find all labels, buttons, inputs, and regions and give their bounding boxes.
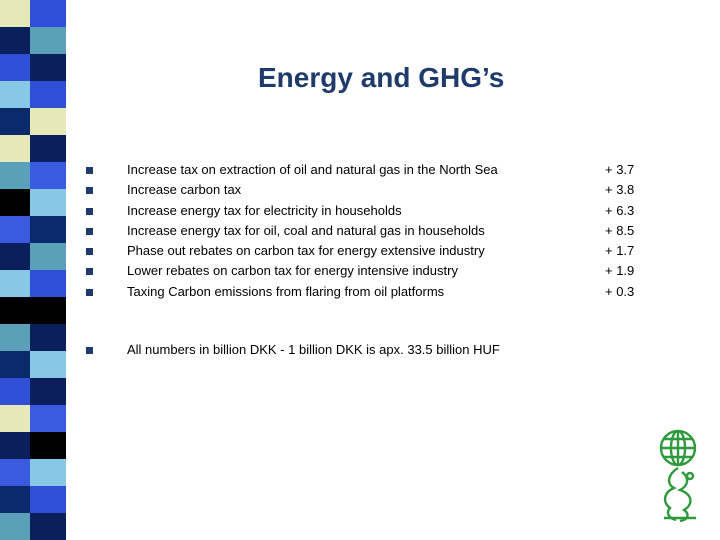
units-note (86, 342, 500, 357)
square-bullet-icon (86, 208, 93, 215)
measure-value: + 3.7 (605, 162, 635, 177)
list-item (86, 180, 686, 200)
units-note-text: All numbers in billion DKK - 1 billion DKK is apx. 33.5 billion HUF (127, 342, 500, 357)
measure-value: + 3.8 (605, 182, 635, 198)
decorative-stripe (0, 0, 66, 540)
measure-label: Increase energy tax for oil, coal and natural gas in households (127, 222, 485, 238)
measure-label: Lower rebates on carbon tax for energy intensive industry (127, 263, 458, 279)
measure-label: Increase carbon tax (127, 182, 242, 198)
square-bullet-icon (86, 289, 93, 296)
measure-label: Increase energy tax for electricity in households (127, 202, 402, 218)
list-item (86, 160, 686, 180)
slide-title: Energy and GHG’s (258, 62, 505, 93)
measure-label: Taxing Carbon emissions from flaring from oil platforms (127, 283, 445, 299)
square-bullet-icon (86, 248, 93, 255)
measure-value: + 0.3 (605, 283, 635, 299)
square-bullet-icon (86, 268, 93, 275)
measure-label: Phase out rebates on carbon tax for energy extensive industry (127, 243, 485, 259)
square-bullet-icon (86, 347, 93, 354)
list-item (86, 201, 686, 221)
measure-value: + 1.7 (605, 243, 635, 259)
measures-list (86, 160, 686, 302)
list-item (86, 241, 686, 261)
globe-logo-icon (650, 428, 710, 524)
square-bullet-icon (86, 167, 93, 174)
list-item (86, 282, 686, 302)
measure-label: Increase tax on extraction of oil and natural gas in the North Sea (127, 162, 498, 177)
measure-value: + 1.9 (605, 263, 635, 279)
measure-value: + 6.3 (605, 202, 635, 218)
list-item (86, 261, 686, 281)
square-bullet-icon (86, 187, 93, 194)
measure-value: + 8.5 (605, 222, 635, 238)
square-bullet-icon (86, 228, 93, 235)
list-item (86, 221, 686, 241)
